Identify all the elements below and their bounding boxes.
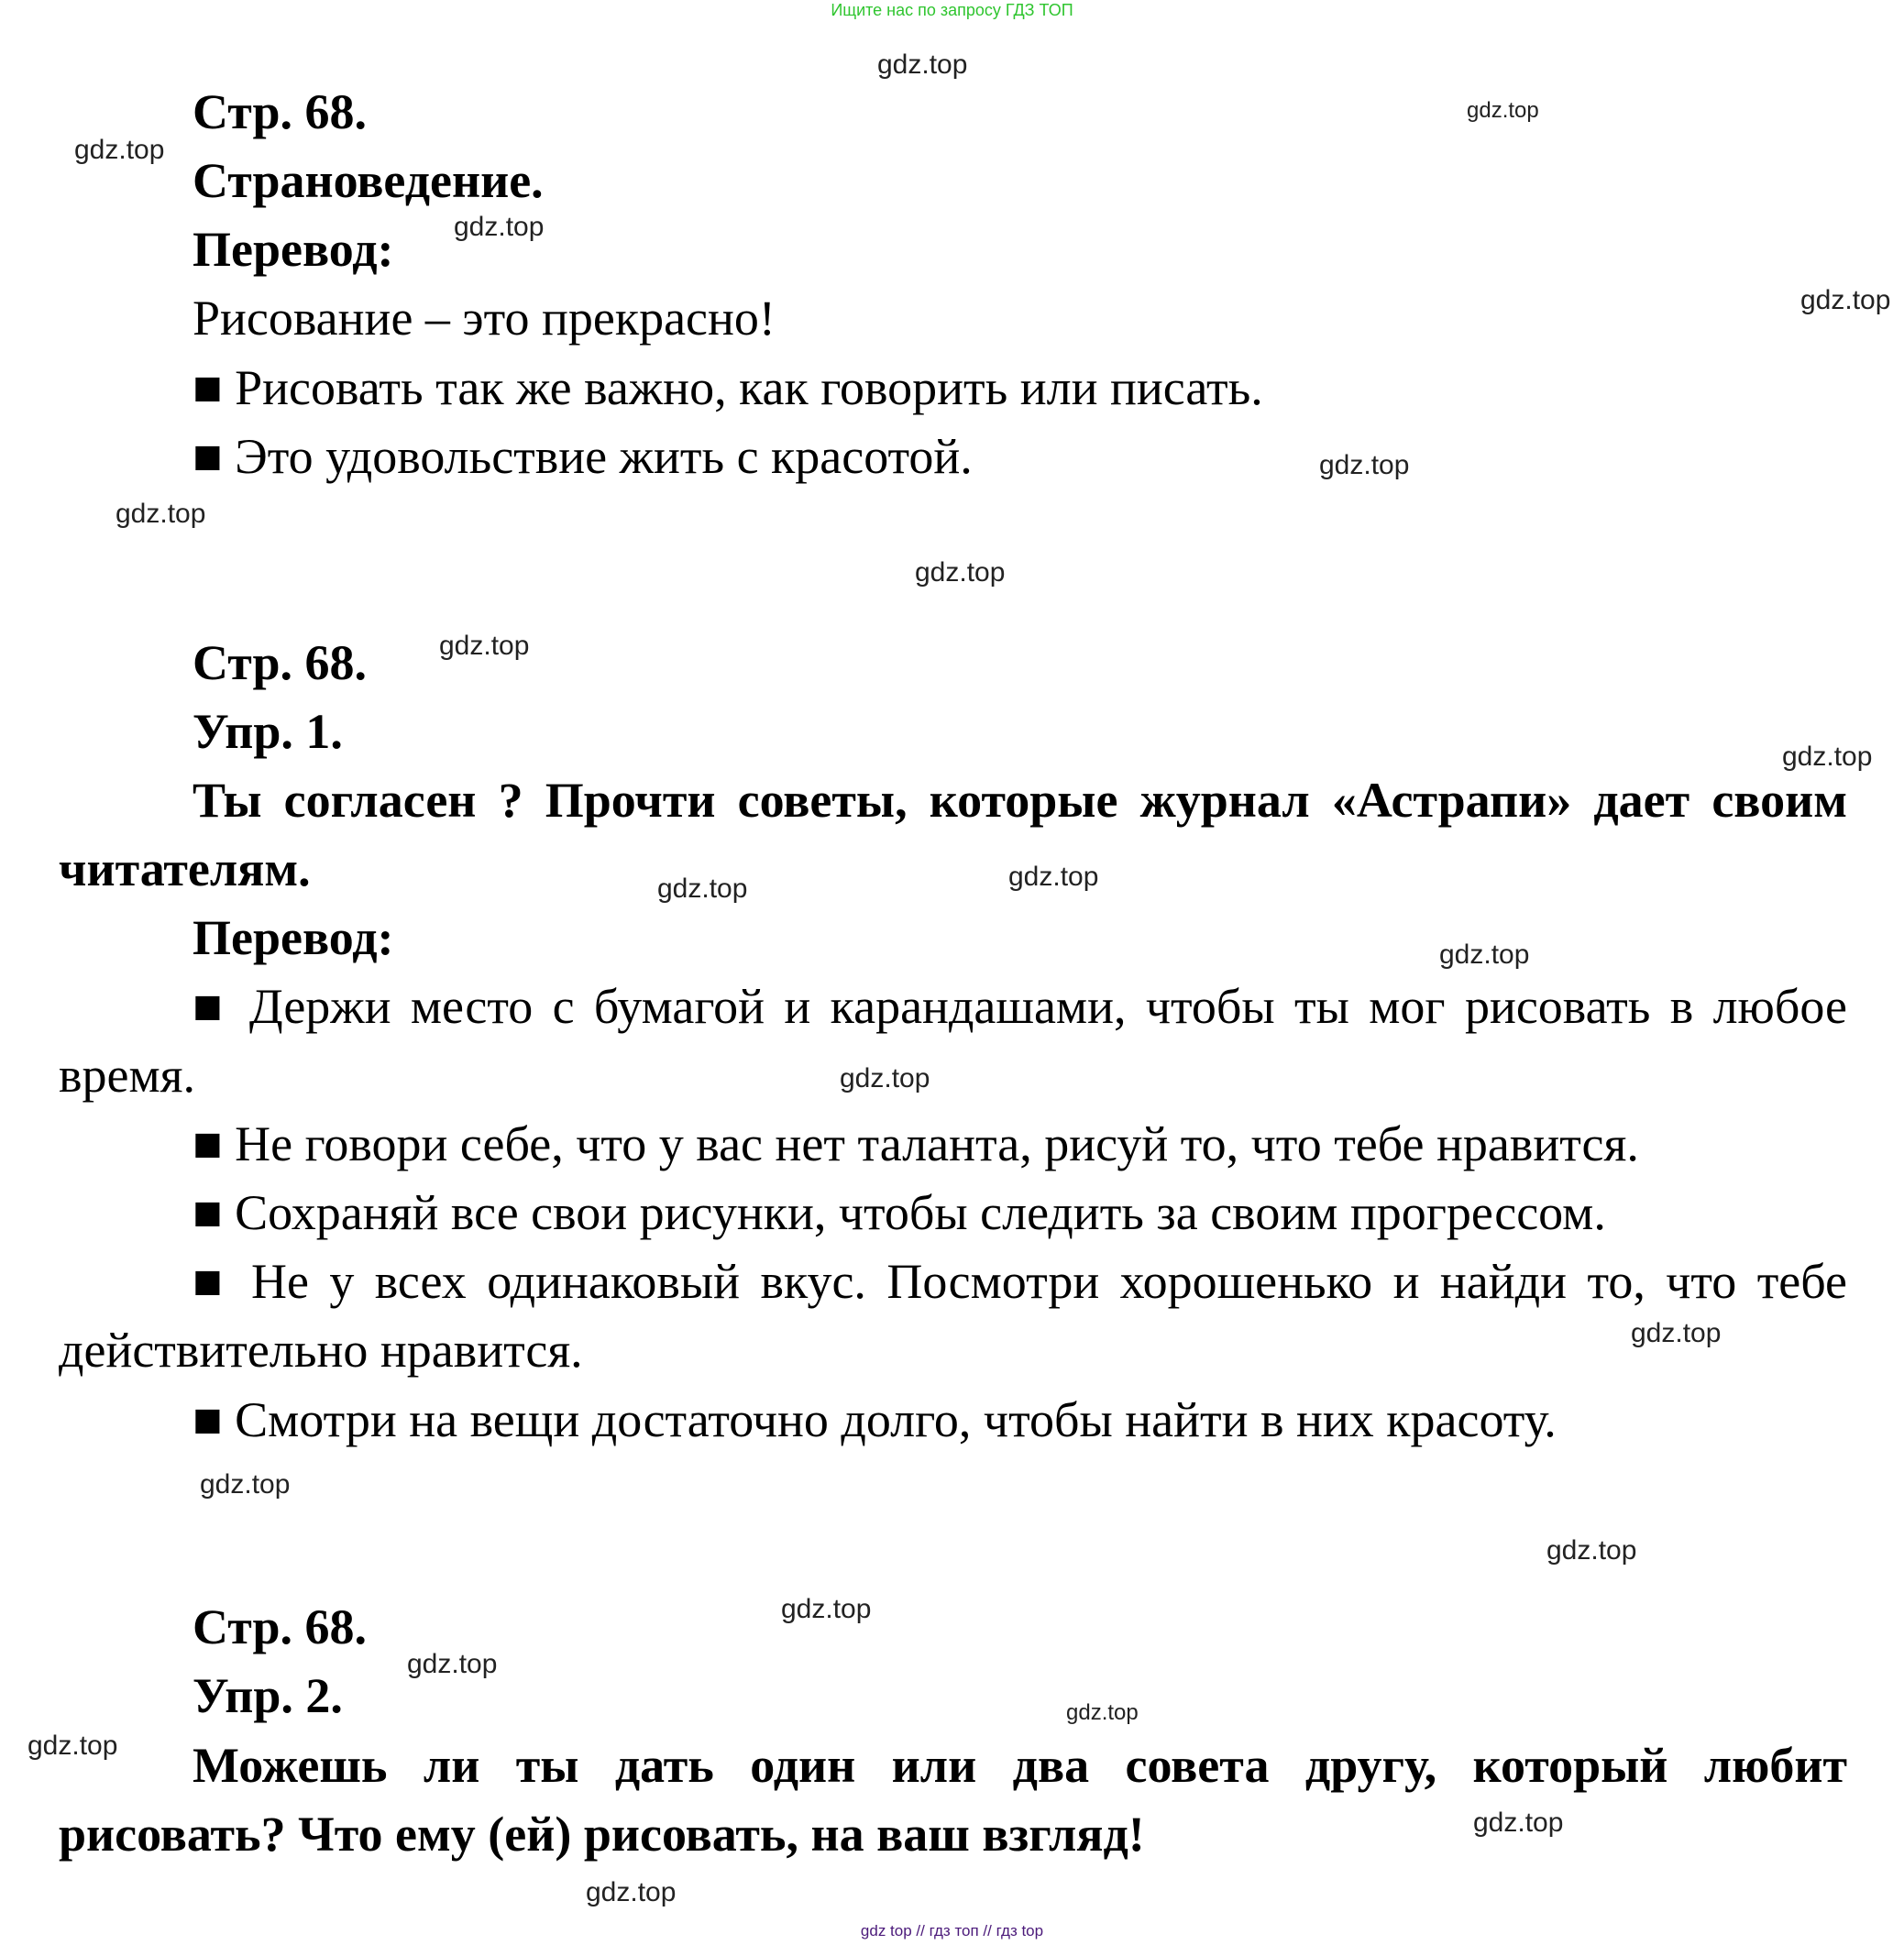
exercise-task: Можешь ли ты дать один или два совета другу, который любит рисовать? Что ему (ей) рисовать, на ваш взгляд!: [59, 1738, 1847, 1862]
watermark: gdz.top: [28, 1731, 118, 1761]
watermark: gdz.top: [1473, 1808, 1564, 1838]
watermark: gdz.top: [1800, 285, 1891, 315]
exercise-number: Упр. 1.: [193, 704, 343, 759]
watermark: gdz.top: [407, 1649, 498, 1679]
watermark: gdz.top: [74, 135, 165, 165]
section-title: Страноведение.: [193, 153, 544, 208]
watermark: gdz.top: [439, 631, 530, 661]
watermark: gdz.top: [1439, 940, 1530, 970]
watermark: gdz.top: [586, 1877, 677, 1907]
watermark: gdz.top: [915, 557, 1006, 588]
translation-heading: Рисование – это прекрасно!: [193, 291, 776, 346]
bullet-item: ■ Сохраняй все свои рисунки, чтобы следить за своим прогрессом.: [193, 1185, 1606, 1240]
watermark: gdz.top: [1546, 1535, 1637, 1566]
bullet-item: ■ Рисовать так же важно, как говорить или писать.: [193, 360, 1263, 415]
watermark: gdz.top: [781, 1594, 872, 1624]
watermark: gdz.top: [1782, 742, 1873, 772]
page-number: Стр. 68.: [193, 635, 368, 690]
bullet-item: ■ Смотри на вещи достаточно долго, чтобы найти в них красоту.: [193, 1392, 1557, 1447]
translation-label: Перевод:: [193, 222, 394, 277]
watermark: gdz.top: [1008, 862, 1099, 892]
watermark: gdz.top: [1631, 1318, 1722, 1348]
bullet-item: ■ Это удовольствие жить с красотой.: [193, 429, 973, 484]
bottom-promo-note: gdz top // гдз топ // гдз top: [860, 1922, 1044, 1940]
watermark: gdz.top: [1467, 98, 1539, 123]
bullet-item: ■ Держи место с бумагой и карандашами, чтобы ты мог рисовать в любое время.: [59, 979, 1847, 1103]
watermark: gdz.top: [1319, 450, 1410, 480]
watermark: gdz.top: [1066, 1700, 1139, 1725]
translation-label: Перевод:: [193, 910, 394, 965]
watermark: gdz.top: [454, 212, 545, 242]
watermark: gdz.top: [657, 874, 748, 904]
exercise-task: Ты согласен ? Прочти советы, которые журнал «Астрапи» дает своим читателям.: [59, 773, 1847, 896]
page-number: Стр. 68.: [193, 84, 368, 139]
bullet-item: ■ Не говори себе, что у вас нет таланта, рисуй то, что тебе нравится.: [193, 1116, 1639, 1171]
page-number: Стр. 68.: [193, 1599, 368, 1654]
watermark: gdz.top: [200, 1469, 291, 1500]
bullet-item: ■ Не у всех одинаковый вкус. Посмотри хорошенько и найди то, что тебе действительно нравится.: [59, 1254, 1847, 1378]
watermark: gdz.top: [840, 1063, 930, 1093]
exercise-number: Упр. 2.: [193, 1668, 343, 1723]
top-promo-note: Ищите нас по запросу ГДЗ ТОП: [831, 1, 1073, 19]
watermark: gdz.top: [116, 499, 206, 529]
watermark: gdz.top: [877, 49, 968, 80]
